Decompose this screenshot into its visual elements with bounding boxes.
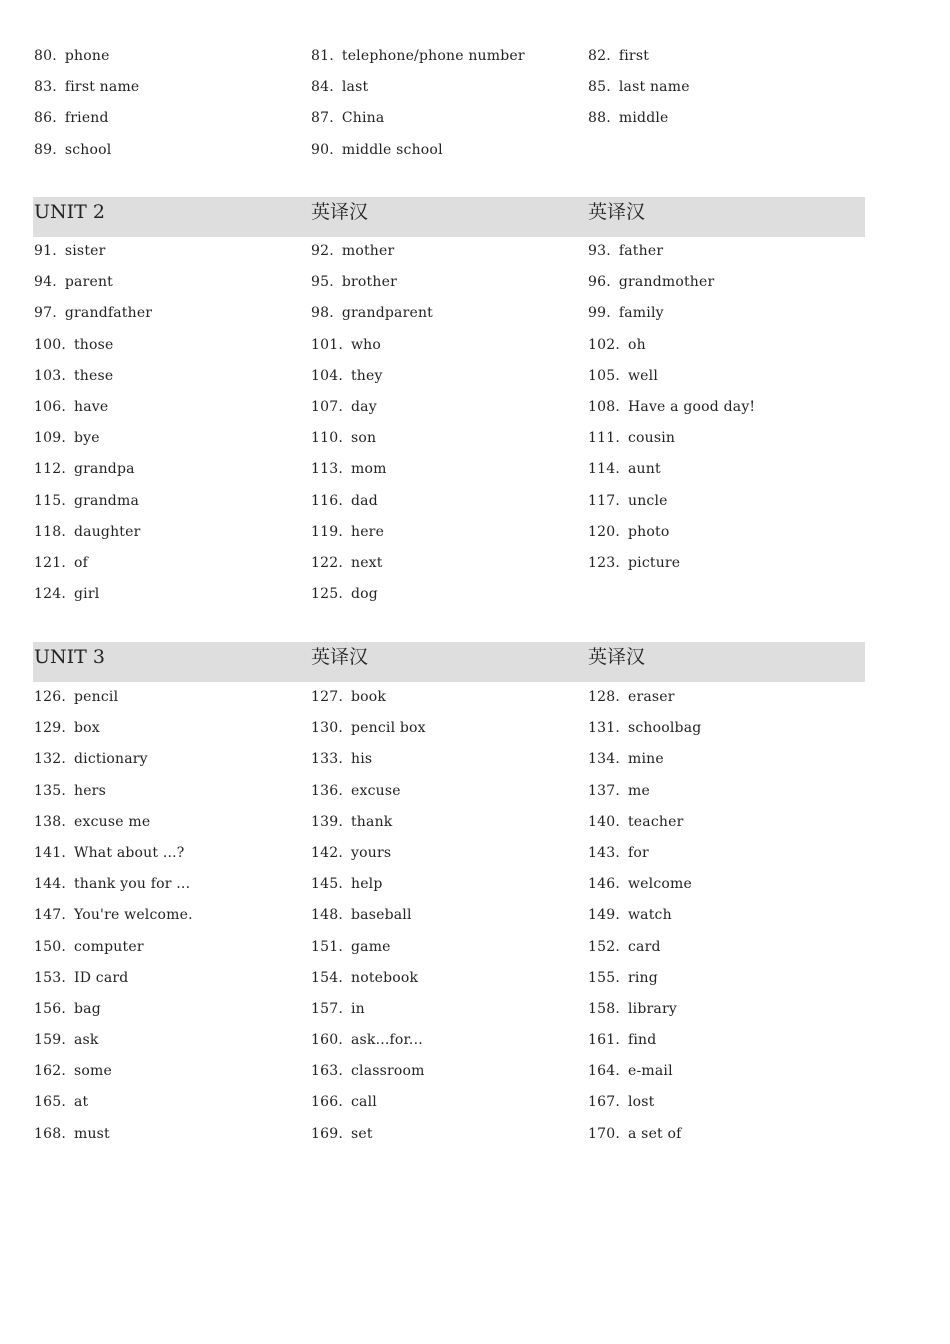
word-item: 139. thank — [311, 813, 393, 830]
word-item: 89. school — [34, 141, 112, 158]
column-heading: 英译汉 — [588, 646, 646, 668]
word-item: 108. Have a good day! — [588, 398, 756, 415]
word-item: 101. who — [311, 336, 382, 353]
word-item: 105. well — [588, 367, 659, 384]
word-row — [33, 361, 865, 392]
word-row — [33, 900, 865, 931]
word-row — [33, 1056, 865, 1087]
word-row — [33, 72, 865, 103]
word-item: 161. find — [588, 1032, 657, 1049]
word-item: 113. mom — [311, 461, 387, 478]
word-item: 119. here — [311, 523, 385, 540]
word-item: 92. mother — [311, 243, 395, 259]
word-item: 144. thank you for ... — [34, 876, 191, 893]
word-item: 115. grandma — [34, 492, 139, 509]
word-item: 83. first name — [34, 79, 140, 96]
unit-2-header — [33, 197, 865, 237]
word-item: 90. middle school — [311, 141, 443, 158]
word-row — [33, 267, 865, 298]
word-item: 106. have — [34, 398, 109, 415]
word-item: 154. notebook — [311, 969, 419, 986]
word-item: 84. last — [311, 79, 369, 96]
word-row — [33, 1087, 865, 1118]
word-item: 110. son — [311, 430, 377, 447]
word-grid-unit-3 — [33, 682, 865, 1150]
word-item: 160. ask...for... — [311, 1032, 423, 1049]
word-row — [33, 682, 865, 713]
column-heading: 英译汉 — [588, 201, 646, 223]
word-item: 104. they — [311, 367, 383, 384]
word-item: 114. aunt — [588, 461, 661, 478]
word-item: 148. baseball — [311, 907, 412, 924]
word-item: 94. parent — [34, 274, 114, 291]
word-row — [33, 486, 865, 517]
unit-title: UNIT 2 — [34, 201, 105, 223]
word-item: 116. dad — [311, 492, 378, 509]
word-item: 102. oh — [588, 336, 646, 353]
word-row — [33, 423, 865, 454]
word-item: 128. eraser — [588, 689, 675, 705]
word-item: 123. picture — [588, 554, 681, 571]
word-item: 165. at — [34, 1094, 89, 1111]
column-heading: 英译汉 — [311, 646, 369, 668]
word-item: 126. pencil — [34, 689, 119, 705]
word-item: 93. father — [588, 243, 664, 259]
unit-title: UNIT 3 — [34, 646, 105, 668]
word-item: 82. first — [588, 48, 650, 64]
word-item: 118. daughter — [34, 523, 141, 540]
word-item: 95. brother — [311, 274, 397, 291]
word-item: 112. grandpa — [34, 461, 135, 478]
unit-3-header — [33, 642, 865, 682]
word-row — [33, 454, 865, 485]
word-item: 156. bag — [34, 1000, 101, 1017]
word-item: 142. yours — [311, 844, 392, 861]
word-item: 145. help — [311, 876, 383, 893]
word-row — [33, 744, 865, 775]
word-item: 150. computer — [34, 938, 144, 955]
word-item: 164. e-mail — [588, 1063, 673, 1080]
word-item: 158. library — [588, 1000, 677, 1017]
word-item: 166. call — [311, 1094, 377, 1111]
word-item: 96. grandmother — [588, 274, 715, 291]
word-item: 136. excuse — [311, 782, 401, 799]
word-item: 81. telephone/phone number — [311, 48, 525, 64]
word-row — [33, 330, 865, 361]
word-item: 87. China — [311, 110, 385, 127]
word-item: 153. ID card — [34, 969, 129, 986]
word-row — [33, 392, 865, 423]
word-item: 132. dictionary — [34, 751, 148, 768]
word-row — [33, 103, 865, 134]
word-item: 137. me — [588, 782, 650, 799]
word-item: 141. What about ...? — [34, 844, 185, 861]
word-item: 155. ring — [588, 969, 658, 986]
word-item: 80. phone — [34, 48, 110, 64]
word-item: 100. those — [34, 336, 114, 353]
word-row — [33, 776, 865, 807]
word-item: 157. in — [311, 1000, 365, 1017]
word-item: 149. watch — [588, 907, 672, 924]
word-row — [33, 41, 865, 72]
word-item: 168. must — [34, 1125, 110, 1142]
word-row — [33, 932, 865, 963]
word-item: 99. family — [588, 305, 664, 322]
word-item: 134. mine — [588, 751, 664, 768]
word-item: 152. card — [588, 938, 661, 955]
word-item: 135. hers — [34, 782, 106, 799]
word-item: 86. friend — [34, 110, 109, 127]
word-item: 169. set — [311, 1125, 373, 1142]
word-row — [33, 298, 865, 329]
word-item: 162. some — [34, 1063, 112, 1080]
word-item: 111. cousin — [588, 430, 676, 447]
word-grid-unit-2 — [33, 236, 865, 610]
word-item: 117. uncle — [588, 492, 668, 509]
word-item: 129. box — [34, 720, 100, 737]
word-row — [33, 807, 865, 838]
word-row — [33, 838, 865, 869]
word-row — [33, 869, 865, 900]
word-row — [33, 517, 865, 548]
word-row — [33, 135, 865, 166]
word-item: 120. photo — [588, 523, 670, 540]
word-row — [33, 994, 865, 1025]
word-item: 109. bye — [34, 430, 100, 447]
column-heading: 英译汉 — [311, 201, 369, 223]
word-item: 131. schoolbag — [588, 720, 702, 737]
word-item: 107. day — [311, 398, 377, 415]
word-item: 140. teacher — [588, 813, 684, 830]
word-item: 163. classroom — [311, 1063, 425, 1080]
word-item: 133. his — [311, 751, 373, 768]
word-item: 122. next — [311, 554, 383, 571]
word-row — [33, 548, 865, 579]
word-row — [33, 1025, 865, 1056]
word-item: 167. lost — [588, 1094, 655, 1111]
word-item: 88. middle — [588, 110, 669, 127]
word-item: 98. grandparent — [311, 305, 433, 322]
word-item: 138. excuse me — [34, 813, 151, 830]
word-item: 97. grandfather — [34, 305, 153, 322]
word-item: 159. ask — [34, 1032, 99, 1049]
word-item: 103. these — [34, 367, 114, 384]
word-item: 146. welcome — [588, 876, 692, 893]
word-row — [33, 1119, 865, 1150]
word-grid-top — [33, 41, 865, 166]
word-item: 143. for — [588, 844, 649, 861]
word-row — [33, 236, 865, 267]
word-item: 151. game — [311, 938, 391, 955]
word-row — [33, 579, 865, 610]
word-item: 130. pencil box — [311, 720, 426, 737]
word-item: 170. a set of — [588, 1125, 682, 1142]
word-item: 91. sister — [34, 243, 106, 259]
word-item: 121. of — [34, 554, 88, 571]
word-item: 124. girl — [34, 586, 100, 603]
word-item: 85. last name — [588, 79, 690, 96]
word-item: 127. book — [311, 689, 387, 705]
word-item: 125. dog — [311, 586, 378, 603]
word-row — [33, 713, 865, 744]
word-row — [33, 963, 865, 994]
word-item: 147. You're welcome. — [34, 907, 193, 924]
